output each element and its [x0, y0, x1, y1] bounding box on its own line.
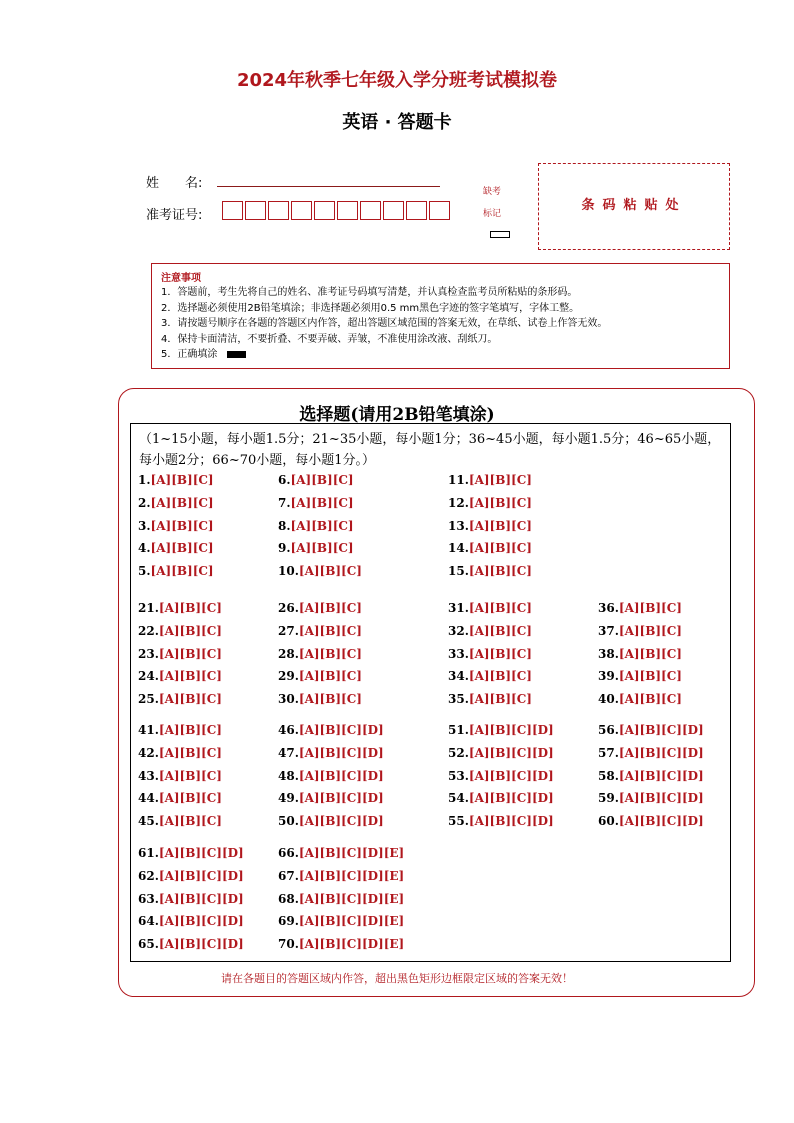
question-number: 30.: [278, 692, 299, 707]
id-digit-box[interactable]: [429, 201, 450, 220]
id-digit-box[interactable]: [245, 201, 266, 220]
answer-options[interactable]: [A][B][C]: [618, 601, 682, 615]
answer-options[interactable]: [A][B][C][D]: [468, 791, 554, 806]
question-number: 56.: [598, 723, 619, 737]
question-61[interactable]: [138, 846, 244, 860]
answer-options[interactable]: [A][B][C][D]: [158, 846, 244, 860]
name-field[interactable]: [217, 186, 440, 187]
question-67[interactable]: [278, 869, 404, 883]
question-number: 3.: [138, 518, 151, 533]
question-number: 55.: [448, 814, 469, 829]
barcode-label: 条码粘贴处: [581, 198, 687, 213]
question-number: 15.: [448, 564, 469, 579]
question-34[interactable]: [448, 669, 532, 683]
answer-options[interactable]: [A][B][C]: [468, 646, 532, 661]
question-46[interactable]: [278, 723, 384, 737]
question-number: 23.: [138, 646, 159, 661]
answer-options[interactable]: [A][B][C][D][E]: [298, 868, 405, 883]
answer-options[interactable]: [A][B][C][D]: [298, 791, 384, 806]
question-65[interactable]: [138, 937, 244, 951]
notice-item: [161, 347, 720, 363]
notice-box: [151, 263, 730, 369]
question-number: 42.: [138, 745, 159, 760]
question-53[interactable]: [448, 769, 554, 783]
question-number: 38.: [598, 646, 619, 661]
question-50[interactable]: [278, 814, 384, 828]
question-25[interactable]: [138, 692, 222, 706]
answer-options[interactable]: [A][B][C]: [618, 646, 682, 661]
question-number: 21.: [138, 601, 159, 615]
question-number: 43.: [138, 768, 159, 783]
answer-options[interactable]: [A][B][C]: [468, 623, 532, 638]
question-63[interactable]: [138, 892, 244, 906]
name-label: 姓 名:: [146, 176, 203, 191]
question-number: 52.: [448, 745, 469, 760]
answer-options[interactable]: [A][B][C]: [298, 669, 362, 684]
question-number: 58.: [598, 768, 619, 783]
question-51[interactable]: [448, 723, 554, 737]
question-66[interactable]: [278, 846, 404, 860]
question-30[interactable]: [278, 692, 362, 706]
answer-options[interactable]: [A][B][C]: [298, 564, 362, 579]
answer-options[interactable]: [A][B][C]: [158, 723, 222, 737]
answer-area-warning: 请在各题目的答题区域内作答，超出黑色矩形边框限定区域的答案无效！: [221, 972, 573, 985]
question-57[interactable]: [598, 746, 704, 760]
question-10[interactable]: [278, 564, 362, 578]
question-36[interactable]: [598, 601, 682, 615]
question-9[interactable]: [278, 541, 354, 555]
question-54[interactable]: [448, 791, 554, 805]
answer-options[interactable]: [A][B][C][D]: [618, 768, 704, 783]
answer-options[interactable]: [A][B][C][D]: [158, 868, 244, 883]
notice-title: 注意事项: [161, 273, 201, 284]
question-number: 49.: [278, 791, 299, 806]
question-number: 1.: [138, 473, 151, 487]
answer-options[interactable]: [A][B][C]: [298, 623, 362, 638]
question-24[interactable]: [138, 669, 222, 683]
question-48[interactable]: [278, 769, 384, 783]
page-title: 2024年秋季七年级入学分班考试模拟卷: [236, 70, 558, 91]
answer-options[interactable]: [A][B][C]: [158, 814, 222, 829]
section-title: 选择题(请用2B铅笔填涂): [299, 405, 495, 425]
missing-mark-label-2: 标记: [483, 209, 502, 219]
answer-options[interactable]: [A][B][C][D]: [468, 745, 554, 760]
question-6[interactable]: [278, 473, 354, 487]
answer-options[interactable]: [A][B][C]: [468, 473, 532, 487]
question-number: 11.: [448, 473, 469, 487]
question-number: 37.: [598, 623, 619, 638]
answer-options[interactable]: [A][B][C][D]: [298, 768, 384, 783]
question-12[interactable]: [448, 496, 532, 510]
question-number: 4.: [138, 541, 151, 556]
question-4[interactable]: [138, 541, 214, 555]
question-number: 2.: [138, 495, 151, 510]
answer-options[interactable]: [A][B][C]: [158, 601, 222, 615]
answer-options[interactable]: [A][B][C]: [468, 601, 532, 615]
question-28[interactable]: [278, 647, 362, 661]
answer-options[interactable]: [A][B][C]: [298, 692, 362, 707]
answer-options[interactable]: [A][B][C]: [298, 601, 362, 615]
question-27[interactable]: [278, 624, 362, 638]
question-number: 24.: [138, 669, 159, 684]
question-60[interactable]: [598, 814, 704, 828]
question-number: 41.: [138, 723, 159, 737]
question-number: 57.: [598, 745, 619, 760]
question-number: 13.: [448, 518, 469, 533]
answer-options[interactable]: [A][B][C]: [150, 541, 214, 556]
answer-options[interactable]: [A][B][C]: [298, 646, 362, 661]
answer-options[interactable]: [A][B][C][D]: [158, 891, 244, 906]
question-47[interactable]: [278, 746, 384, 760]
question-number: 48.: [278, 768, 299, 783]
question-number: 25.: [138, 692, 159, 707]
notice-item: 3．请按题号顺序在各题的答题区内作答，超出答题区域范围的答案无效，在草纸、试卷上作答无效。: [161, 318, 608, 329]
answer-options[interactable]: [A][B][C]: [158, 745, 222, 760]
answer-options[interactable]: [A][B][C][D]: [158, 937, 244, 952]
question-33[interactable]: [448, 647, 532, 661]
question-number: 63.: [138, 891, 159, 906]
question-7[interactable]: [278, 496, 354, 510]
question-number: 54.: [448, 791, 469, 806]
id-digit-box[interactable]: [383, 201, 404, 220]
missing-mark-box[interactable]: [490, 231, 510, 238]
question-number: 10.: [278, 564, 299, 579]
question-31[interactable]: [448, 601, 532, 615]
question-1[interactable]: [138, 473, 214, 487]
question-8[interactable]: [278, 519, 354, 533]
answer-options[interactable]: [A][B][C]: [468, 495, 532, 510]
question-number: 6.: [278, 473, 291, 487]
answer-options[interactable]: [A][B][C]: [150, 564, 214, 579]
question-40[interactable]: [598, 692, 682, 706]
question-56[interactable]: [598, 723, 704, 737]
question-number: 70.: [278, 937, 299, 952]
question-58[interactable]: [598, 769, 704, 783]
question-number: 36.: [598, 601, 619, 615]
answer-options[interactable]: [A][B][C][D]: [468, 723, 554, 737]
question-35[interactable]: [448, 692, 532, 706]
question-number: 7.: [278, 495, 291, 510]
question-43[interactable]: [138, 769, 222, 783]
question-64[interactable]: [138, 914, 244, 928]
answer-options[interactable]: [A][B][C]: [468, 541, 532, 556]
answer-options[interactable]: [A][B][C][D]: [618, 791, 704, 806]
question-number: 27.: [278, 623, 299, 638]
question-41[interactable]: [138, 723, 222, 737]
answer-options[interactable]: [A][B][C][D][E]: [298, 914, 405, 929]
section-instructions: （1~15小题，每小题1.5分；21~35小题，每小题1分；36~45小题，每小题1.5分；46~65小题，每小题2分；66~70小题，每小题1分。）: [139, 432, 721, 468]
id-digit-box[interactable]: [222, 201, 243, 220]
answer-options[interactable]: [A][B][C][D]: [468, 814, 554, 829]
correct-fill-example: [227, 351, 246, 358]
question-number: 35.: [448, 692, 469, 707]
question-39[interactable]: [598, 669, 682, 683]
answer-options[interactable]: [A][B][C][D]: [298, 723, 384, 737]
answer-options[interactable]: [A][B][C][D]: [158, 914, 244, 929]
id-digit-box[interactable]: [337, 201, 358, 220]
question-number: 47.: [278, 745, 299, 760]
answer-options[interactable]: [A][B][C][D]: [618, 745, 704, 760]
question-26[interactable]: [278, 601, 362, 615]
question-42[interactable]: [138, 746, 222, 760]
answer-options[interactable]: [A][B][C]: [618, 623, 682, 638]
question-number: 59.: [598, 791, 619, 806]
answer-options[interactable]: [A][B][C][D]: [468, 768, 554, 783]
question-number: 61.: [138, 846, 159, 860]
answer-options[interactable]: [A][B][C]: [150, 495, 214, 510]
question-number: 33.: [448, 646, 469, 661]
answer-options[interactable]: [A][B][C]: [290, 473, 354, 487]
answer-options[interactable]: [A][B][C]: [468, 692, 532, 707]
barcode-area: [538, 163, 730, 250]
question-number: 65.: [138, 937, 159, 952]
question-15[interactable]: [448, 564, 532, 578]
notice-item: 2．选择题必须使用2B铅笔填涂；非选择题必须用0.5 mm黑色字迹的签字笔填写，字体工整。: [161, 302, 580, 314]
question-59[interactable]: [598, 791, 704, 805]
question-2[interactable]: [138, 496, 214, 510]
answer-options[interactable]: [A][B][C]: [468, 564, 532, 579]
question-number: 51.: [448, 723, 469, 737]
answer-options[interactable]: [A][B][C][D]: [298, 745, 384, 760]
answer-options[interactable]: [A][B][C]: [150, 473, 214, 487]
question-number: 68.: [278, 891, 299, 906]
question-number: 50.: [278, 814, 299, 829]
question-52[interactable]: [448, 746, 554, 760]
id-digit-box[interactable]: [314, 201, 335, 220]
question-number: 40.: [598, 692, 619, 707]
answer-options[interactable]: [A][B][C]: [618, 669, 682, 684]
id-digit-box[interactable]: [406, 201, 427, 220]
missing-mark-label-1: 缺考: [483, 187, 502, 197]
notice-item: 1．答题前，考生先将自己的姓名、准考证号码填写清楚，并认真检查监考员所粘贴的条形码。: [161, 287, 578, 298]
answer-options[interactable]: [A][B][C]: [150, 518, 214, 533]
answer-options[interactable]: [A][B][C]: [158, 669, 222, 684]
question-number: 66.: [278, 846, 299, 860]
question-29[interactable]: [278, 669, 362, 683]
id-digit-box[interactable]: [360, 201, 381, 220]
question-number: 29.: [278, 669, 299, 684]
answer-options[interactable]: [A][B][C]: [290, 495, 354, 510]
question-55[interactable]: [448, 814, 554, 828]
answer-options[interactable]: [A][B][C][D][E]: [298, 846, 405, 860]
answer-options[interactable]: [A][B][C]: [468, 669, 532, 684]
answer-options[interactable]: [A][B][C]: [158, 692, 222, 707]
id-digit-box[interactable]: [268, 201, 289, 220]
answer-options[interactable]: [A][B][C]: [158, 623, 222, 638]
question-49[interactable]: [278, 791, 384, 805]
question-number: 44.: [138, 791, 159, 806]
answer-options[interactable]: [A][B][C]: [158, 646, 222, 661]
answer-options[interactable]: [A][B][C]: [290, 541, 354, 556]
id-label: 准考证号:: [146, 208, 203, 223]
answer-options[interactable]: [A][B][C]: [618, 692, 682, 707]
question-38[interactable]: [598, 647, 682, 661]
answer-options[interactable]: [A][B][C]: [158, 791, 222, 806]
question-62[interactable]: [138, 869, 244, 883]
question-number: 12.: [448, 495, 469, 510]
answer-options[interactable]: [A][B][C]: [158, 768, 222, 783]
question-number: 26.: [278, 601, 299, 615]
question-3[interactable]: [138, 519, 214, 533]
question-21[interactable]: [138, 601, 222, 615]
question-11[interactable]: [448, 473, 532, 487]
question-number: 39.: [598, 669, 619, 684]
question-number: 14.: [448, 541, 469, 556]
question-69[interactable]: [278, 914, 404, 928]
question-number: 28.: [278, 646, 299, 661]
question-number: 34.: [448, 669, 469, 684]
question-13[interactable]: [448, 519, 532, 533]
question-number: 62.: [138, 868, 159, 883]
question-number: 22.: [138, 623, 159, 638]
question-number: 67.: [278, 868, 299, 883]
question-14[interactable]: [448, 541, 532, 555]
id-number-boxes[interactable]: [222, 201, 452, 220]
answer-options[interactable]: [A][B][C][D]: [298, 814, 384, 829]
question-44[interactable]: [138, 791, 222, 805]
question-number: 8.: [278, 518, 291, 533]
question-5[interactable]: [138, 564, 214, 578]
question-number: 60.: [598, 814, 619, 829]
question-number: 31.: [448, 601, 469, 615]
question-37[interactable]: [598, 624, 682, 638]
question-22[interactable]: [138, 624, 222, 638]
answer-options[interactable]: [A][B][C][D][E]: [298, 891, 405, 906]
question-32[interactable]: [448, 624, 532, 638]
question-number: 32.: [448, 623, 469, 638]
question-number: 45.: [138, 814, 159, 829]
question-23[interactable]: [138, 647, 222, 661]
notice-item: 4．保持卡面清洁，不要折叠、不要弄破、弄皱，不准使用涂改液、刮纸刀。: [161, 333, 498, 345]
question-45[interactable]: [138, 814, 222, 828]
answer-options[interactable]: [A][B][C][D]: [618, 814, 704, 829]
answer-options[interactable]: [A][B][C]: [290, 518, 354, 533]
answer-options[interactable]: [A][B][C]: [468, 518, 532, 533]
id-digit-box[interactable]: [291, 201, 312, 220]
question-68[interactable]: [278, 892, 404, 906]
answer-options[interactable]: [A][B][C][D][E]: [298, 937, 405, 952]
question-number: 64.: [138, 914, 159, 929]
question-number: 53.: [448, 768, 469, 783]
question-number: 5.: [138, 564, 151, 579]
question-number: 69.: [278, 914, 299, 929]
question-number: 9.: [278, 541, 291, 556]
answer-options[interactable]: [A][B][C][D]: [618, 723, 704, 737]
question-number: 46.: [278, 723, 299, 737]
notice-item-text: 5．正确填涂: [161, 349, 218, 360]
page-subtitle: 英语 · 答题卡: [342, 112, 452, 133]
question-70[interactable]: [278, 937, 404, 951]
